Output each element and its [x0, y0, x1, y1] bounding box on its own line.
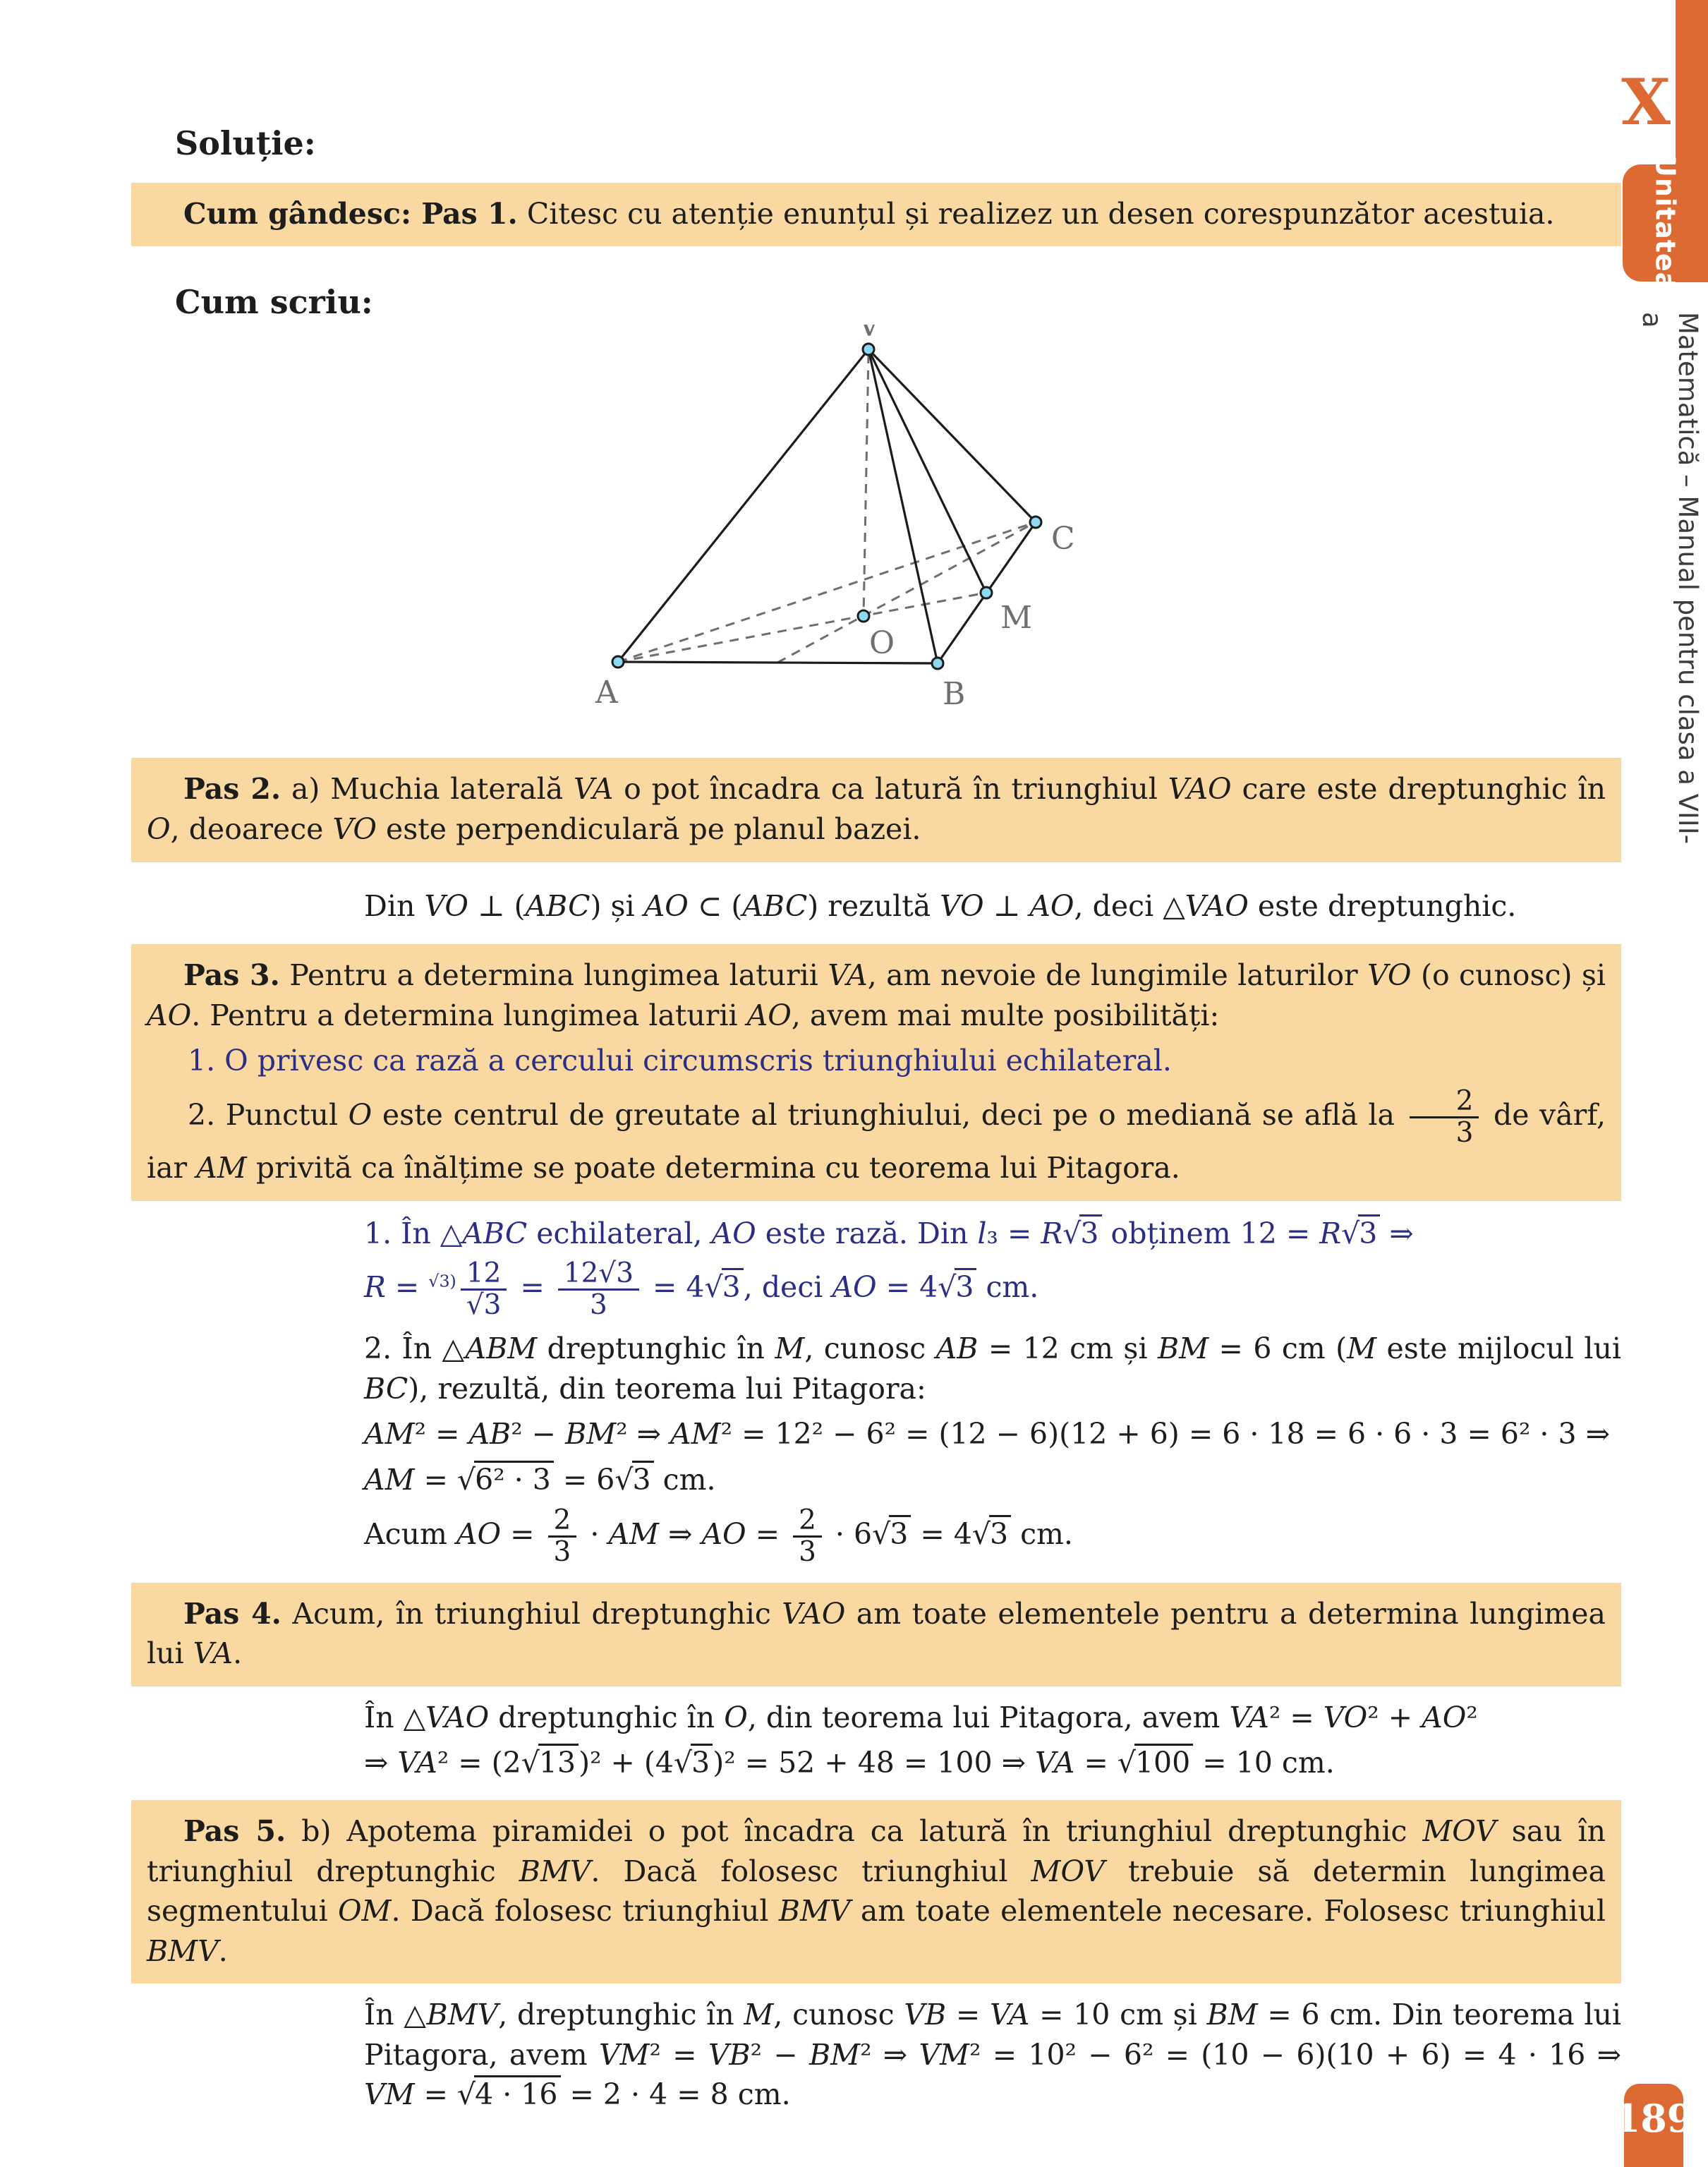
step2-box — [131, 758, 1621, 862]
vertex-points — [612, 344, 1041, 669]
step2-text: Pas 2. a) Muchia laterală VA o pot încadra ca latură în triunghiul VAO care este dreptunghic în O, deoarece VO este perpendiculară pe planul bazei. — [147, 772, 1606, 846]
label-V: V — [858, 324, 880, 344]
page-number-badge: 189 — [1624, 2084, 1683, 2167]
point-V — [863, 344, 874, 355]
step3-option-1: 1. O privesc ca rază a cercului circumscris triunghiului echilateral. — [188, 1044, 1172, 1078]
step3-intro: Pas 3. Pentru a determina lungimea laturii VA, am nevoie de lungimile laturilor VO (o cunosc) și AO. Pentru a determina lungimea laturii AO, avem mai multe posibilități: — [147, 958, 1606, 1032]
step3-option-2: 2. Punctul O este centrul de greutate al triunghiului, deci pe o mediană se află la $\frac{2}{3}$ de vârf, iar AM privită ca înălțime se poate determina cu teorema lui Pitagora. — [147, 1085, 1606, 1185]
step4-box — [131, 1583, 1621, 1686]
method1-line2: R = $^{√3)}$ $\frac{12}{√3}$ = $\frac{12√3}{3}$ = 4√3, deci AO = 4√3 cm. — [364, 1257, 1039, 1322]
label-B: B — [943, 675, 966, 712]
unit-tab — [1623, 155, 1708, 291]
point-C — [1030, 517, 1041, 528]
solid-edges — [618, 349, 1036, 663]
method2-equation-2: AM = √6² · 3 = 6√3 cm. — [364, 1460, 1621, 1500]
step1-box — [131, 183, 1621, 247]
step3-box — [131, 944, 1621, 1200]
method2-derivation — [364, 1329, 1621, 1567]
vertex-labels — [595, 325, 1075, 712]
step4-line2: ⇒ VA² = (2√13)² + (4√3)² = 52 + 48 = 100 ⇒ VA = √100 = 10 cm. — [364, 1743, 1621, 1783]
main-content — [131, 0, 1621, 2115]
point-A — [612, 656, 624, 668]
method2-intro: 2. În △ABM dreptunghic în M, cunosc AB = 12 cm și BM = 6 cm (M este mijlocul lui BC), rezultă, din teorema lui Pitagora: — [364, 1332, 1621, 1406]
step4-line1: În △VAO dreptunghic în O, din teorema lui Pitagora, avem VA² = VO² + AO² — [364, 1700, 1478, 1734]
method2-equation-3: Acum AO = $\frac{2}{3}$ · AM ⇒ AO = $\frac{2}{3}$ · 6√3 = 4√3 cm. — [364, 1504, 1073, 1568]
step1-text: Cum gândesc: Pas 1. Citesc cu atenție enunțul și realizez un desen corespunzător acestuia. — [183, 196, 1555, 231]
method1-derivation — [364, 1214, 1621, 1321]
label-O: O — [869, 624, 895, 661]
label-A: A — [595, 674, 618, 711]
point-O — [858, 610, 869, 622]
pyramid-diagram — [583, 325, 1126, 730]
method1-line1: 1. În △ABC echilateral, AO este rază. Din l₃ = R√3 obținem 12 = R√3 ⇒ — [364, 1214, 1621, 1254]
step4-text: Pas 4. Acum, în triunghiul dreptunghic VAO am toate elementele pentru a determina lungimea lui VA. — [147, 1596, 1606, 1671]
method2-equation-1: AM² = AB² − BM² ⇒ AM² = 12² − 6² = (12 − 6)(12 + 6) = 6 · 18 = 6 · 6 · 3 = 6² · 3 ⇒ — [364, 1417, 1610, 1451]
step4-derivation — [364, 1698, 1621, 1783]
perpendicular-derivation: Din VO ⊥ (ABC) și AO ⊂ (ABC) rezultă VO ⊥ AO, deci △VAO este dreptunghic. — [364, 888, 1517, 923]
book-title-vertical: Matematică – Manual pentru clasa a VIII-a — [1637, 312, 1704, 845]
pyramid-svg — [583, 325, 1126, 720]
step5-text: Pas 5. b) Apotema piramidei o pot încadra ca latură în triunghiul dreptunghic MOV sau în triunghiul dreptunghic BMV. Dacă folosesc triunghiul MOV trebuie să determin lungimea segmentului OM. Dacă folosesc triunghiul BMV am toate elementele necesare. Folosesc triunghiul BMV. — [147, 1813, 1606, 1968]
how-i-write-heading: Cum scriu: — [175, 283, 373, 322]
step5-box — [131, 1800, 1621, 1984]
label-C: C — [1051, 520, 1075, 557]
unit-roman-numeral: X — [1621, 65, 1671, 140]
point-M — [981, 587, 992, 598]
solution-heading: Soluție: — [175, 124, 316, 162]
unit-tab-label: Unitatea — [1649, 155, 1681, 291]
point-B — [932, 658, 943, 669]
step5-derivation: În △BMV, dreptunghic în M, cunosc VB = VA = 10 cm și BM = 6 cm. Din teorema lui Pitagora, avem VM² = VB² − BM² ⇒ VM² = 10² − 6² = (10 − 6)(10 + 6) = 4 · 16 ⇒ VM = √4 · 16 = 2 · 4 = 8 cm. — [364, 1998, 1622, 2112]
label-M: M — [1000, 599, 1033, 636]
